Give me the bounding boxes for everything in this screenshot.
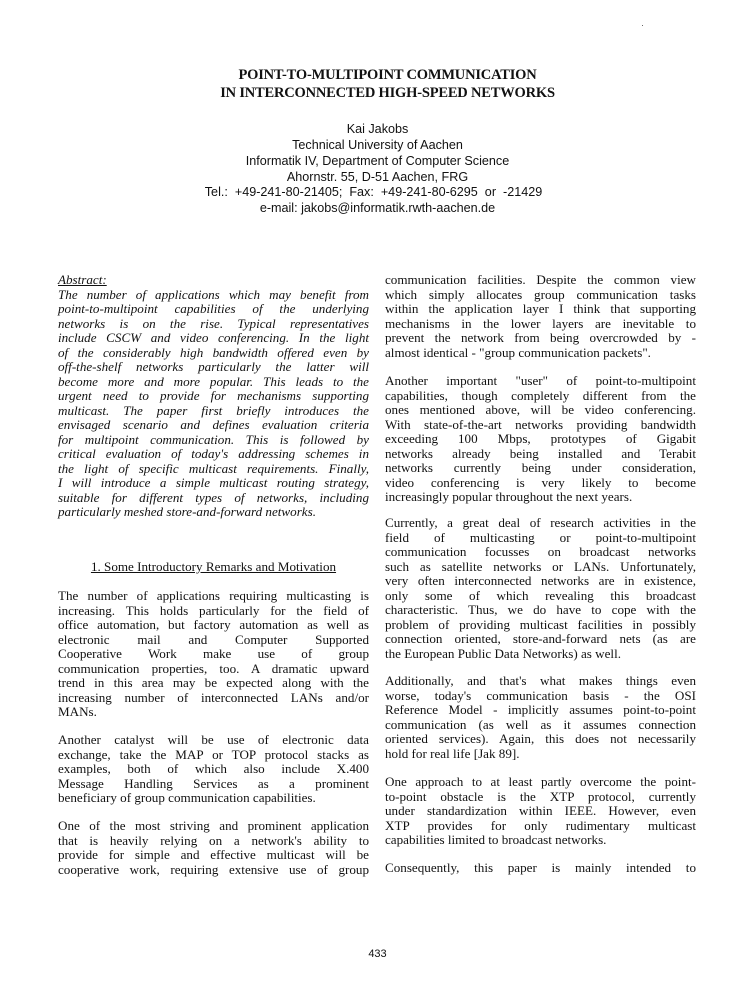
text-line: of the considerably high bandwidth offered even by	[58, 344, 369, 360]
text-line: under standardization within IEEE. However, even	[385, 803, 696, 818]
text-line: increasingly popular throughout the next years.	[385, 489, 633, 504]
text-line: ones mentioned above, will be video conferencing.	[385, 402, 696, 417]
text-line: characteristic. Thus, we do have to cope with the	[385, 602, 696, 617]
text-line: problem of providing multicast facilities in possibly	[385, 616, 696, 632]
text-line: examples, both of which also include X.400	[58, 761, 369, 776]
text-line: networks currently being under consideration,	[385, 460, 696, 475]
text-line: the European Public Data Networks) as well.	[385, 645, 621, 661]
affiliation-university: Technical University of Aachen	[292, 138, 463, 152]
abstract	[58, 273, 369, 520]
text-line: electronic mail and Computer Supported	[58, 631, 369, 647]
abstract-label: Abstract:	[58, 272, 107, 287]
text-line: office automation, but factory automation as well as	[58, 617, 369, 632]
right-paragraph-5	[385, 775, 696, 848]
text-line: video conferencing is very likely to become	[385, 474, 696, 490]
text-line: the light of specific multicast requirements. Finally,	[58, 460, 369, 476]
text-line: such as satellite networks or LANs. Unfortunately,	[385, 558, 696, 574]
text-line: beneficiary of group communication capabilities.	[58, 790, 316, 805]
page-number: 433	[368, 948, 387, 960]
text-line: exchange, take the MAP or TOP protocol stacks as	[58, 746, 369, 762]
text-line: provide for simple and effective multicast will be	[58, 847, 369, 862]
text-line: almost identical - "group communication packets".	[385, 344, 651, 360]
text-line: hold for real life [Jak 89].	[385, 745, 520, 761]
affiliation-email: e-mail: jakobs@informatik.rwth-aachen.de	[259, 201, 496, 215]
text-line: include CSCW and video conferencing. In the light	[58, 330, 369, 345]
text-line: XTP provides for only rudimentary multicast	[385, 817, 696, 833]
text-line: to-point obstacle is the XTP protocol, currently	[385, 788, 696, 804]
text-line: oriented services). Again, this does not necessarily	[385, 731, 696, 746]
text-line: multicast. The paper first briefly introduces the	[58, 402, 369, 418]
author-name: Kai Jakobs	[346, 122, 409, 136]
text-line: The number of applications requiring multicasting is	[58, 588, 369, 603]
text-line: communication (as well as it assumes connection	[385, 716, 696, 732]
text-line: prevent the network from being overcrowded by -	[385, 330, 696, 345]
paper-title-line-2: IN INTERCONNECTED HIGH-SPEED NETWORKS	[220, 85, 555, 101]
text-line: trend in this area may be expected along with the	[58, 675, 369, 690]
right-paragraph-6	[385, 861, 696, 876]
text-line: MANs.	[58, 704, 97, 719]
left-paragraph-1	[58, 589, 369, 720]
text-line: Another important "user" of point-to-multipoint	[385, 373, 696, 388]
right-column	[385, 273, 696, 953]
text-line: exceeding 100 Mbps, prototypes of Gigabit	[385, 431, 696, 446]
paper-title-line-1: POINT-TO-MULTIPOINT COMMUNICATION	[238, 67, 537, 83]
text-line: become more and more popular. This leads to the	[58, 373, 369, 389]
text-line: only some of which revealing this broadcast	[385, 587, 696, 603]
abstract-body	[58, 288, 369, 520]
text-line: cooperative work, requiring extensive use of group	[58, 861, 369, 877]
text-line: With state-of-the-art networks providing bandwidth	[385, 416, 696, 432]
text-line: that is heavily relying on a network's ability to	[58, 832, 369, 848]
text-line: within the application layer I think that supporting	[385, 301, 696, 316]
text-line: Message Handling Services as a prominent	[58, 775, 369, 791]
text-line: capabilities, though completely different from the	[385, 387, 696, 403]
text-line: particularly meshed store-and-forward networks.	[58, 504, 316, 519]
right-paragraph-3	[385, 516, 696, 661]
text-line: Additionally, and that's what makes things even	[385, 673, 696, 688]
text-line: communication focusses on broadcast networks	[385, 544, 696, 559]
text-line: very often interconnected networks are in existence,	[385, 573, 696, 588]
text-line: which simply allocates group communication tasks	[385, 286, 696, 302]
text-line: off-the-shelf networks particularly the latter will	[58, 359, 369, 374]
text-line: capabilities limited to broadcast networks.	[385, 832, 607, 847]
text-line: communication properties, too. A dramatic upward	[58, 660, 369, 676]
left-column	[58, 273, 369, 953]
text-line: connection oriented, store-and-forward nets (as are	[385, 631, 696, 646]
text-line: envisaged scenario and defines evaluation criteria	[58, 417, 369, 432]
affiliation-phone-fax: Tel.: +49-241-80-21405; Fax: +49-241-80-6295 or -21429	[204, 185, 543, 199]
text-line: Another catalyst will be use of electronic data	[58, 732, 369, 747]
text-line: urgent need to provide for mechanisms supporting	[58, 388, 369, 403]
text-line: One approach to at least partly overcome the point-	[385, 774, 696, 789]
text-line: worse, today's communication basis - the OSI	[385, 687, 696, 703]
text-line: for multipoint communication. This is followed by	[58, 431, 369, 447]
text-line: Reference Model - implicitly assumes point-to-point	[385, 702, 696, 717]
section-1-heading: 1. Some Introductory Remarks and Motivation	[90, 559, 337, 574]
right-paragraph-4	[385, 674, 696, 761]
text-line: One of the most striving and prominent application	[58, 818, 369, 833]
text-line: I will introduce a simple multicast routing strategy,	[58, 475, 369, 490]
right-paragraph-2	[385, 374, 696, 505]
text-line: point-to-multipoint capabilities of the underlying	[58, 301, 369, 316]
text-line: networks already being installed and Terabit	[385, 445, 696, 461]
text-line: Cooperative Work make use of group	[58, 646, 369, 661]
text-line: increasing. This holds particularly for the field of	[58, 602, 369, 618]
text-line: The number of applications which may benefit from	[58, 286, 369, 302]
text-line: increasing number of interconnected LANs and/or	[58, 689, 369, 705]
scan-speck	[642, 25, 643, 26]
left-paragraph-3	[58, 819, 369, 877]
text-line: suitable for different types of networks, including	[58, 489, 369, 505]
left-paragraph-2	[58, 733, 369, 806]
affiliation-department: Informatik IV, Department of Computer Science	[245, 154, 510, 168]
text-line: networks is on the rise. Typical representatives	[58, 315, 369, 331]
text-line: communication facilities. Despite the common view	[385, 272, 696, 287]
text-line: Consequently, this paper is mainly intended to	[385, 860, 696, 875]
text-line: mechanisms in the lower layers are inevitable to	[385, 315, 696, 331]
right-paragraph-1	[385, 273, 696, 360]
text-line: critical evaluation of today's addressing schemes in	[58, 446, 369, 461]
text-line: Currently, a great deal of research activities in the	[385, 515, 696, 530]
text-line: field of multicasting or point-to-multipoint	[385, 529, 696, 545]
affiliation-address: Ahornstr. 55, D-51 Aachen, FRG	[286, 170, 469, 184]
